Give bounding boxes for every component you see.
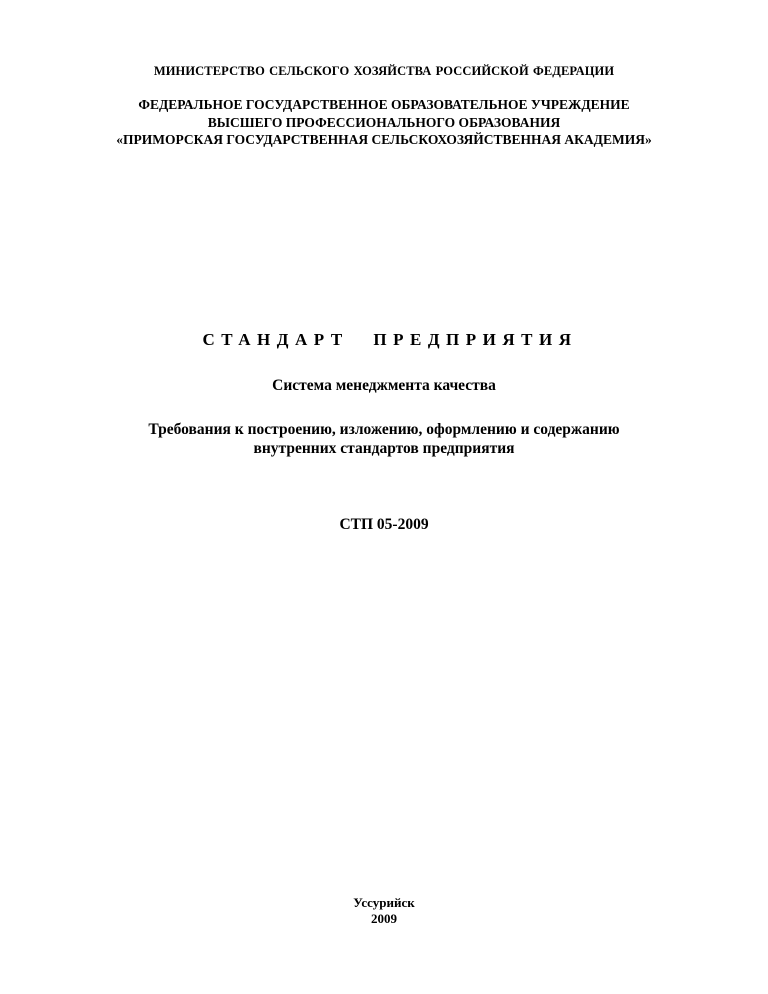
requirements-title-line-2: внутренних стандартов предприятия	[253, 440, 515, 457]
city-name: Уссурийск	[353, 895, 415, 910]
institution-line-3: «ПРИМОРСКАЯ ГОСУДАРСТВЕННАЯ СЕЛЬСКОХОЗЯЙСТВЕННАЯ АКАДЕМИЯ»	[116, 132, 652, 147]
standard-code: СТП 05-2009	[339, 516, 429, 533]
requirements-title-line-1: Требования к построению, изложению, оформлению и содержанию	[148, 421, 620, 438]
document-type-title: СТАНДАРТ ПРЕДПРИЯТИЯ	[202, 330, 578, 349]
publication-year: 2009	[371, 911, 397, 926]
institution-line-1: ФЕДЕРАЛЬНОЕ ГОСУДАРСТВЕННОЕ ОБРАЗОВАТЕЛЬНОЕ УЧРЕЖДЕНИЕ	[138, 97, 630, 112]
institution-line-2: ВЫСШЕГО ПРОФЕССИОНАЛЬНОГО ОБРАЗОВАНИЯ	[207, 115, 561, 130]
ministry-name: МИНИСТЕРСТВО СЕЛЬСКОГО ХОЗЯЙСТВА РОССИЙСКОЙ ФЕДЕРАЦИИ	[153, 64, 615, 78]
system-subtitle: Система менеджмента качества	[272, 377, 496, 394]
